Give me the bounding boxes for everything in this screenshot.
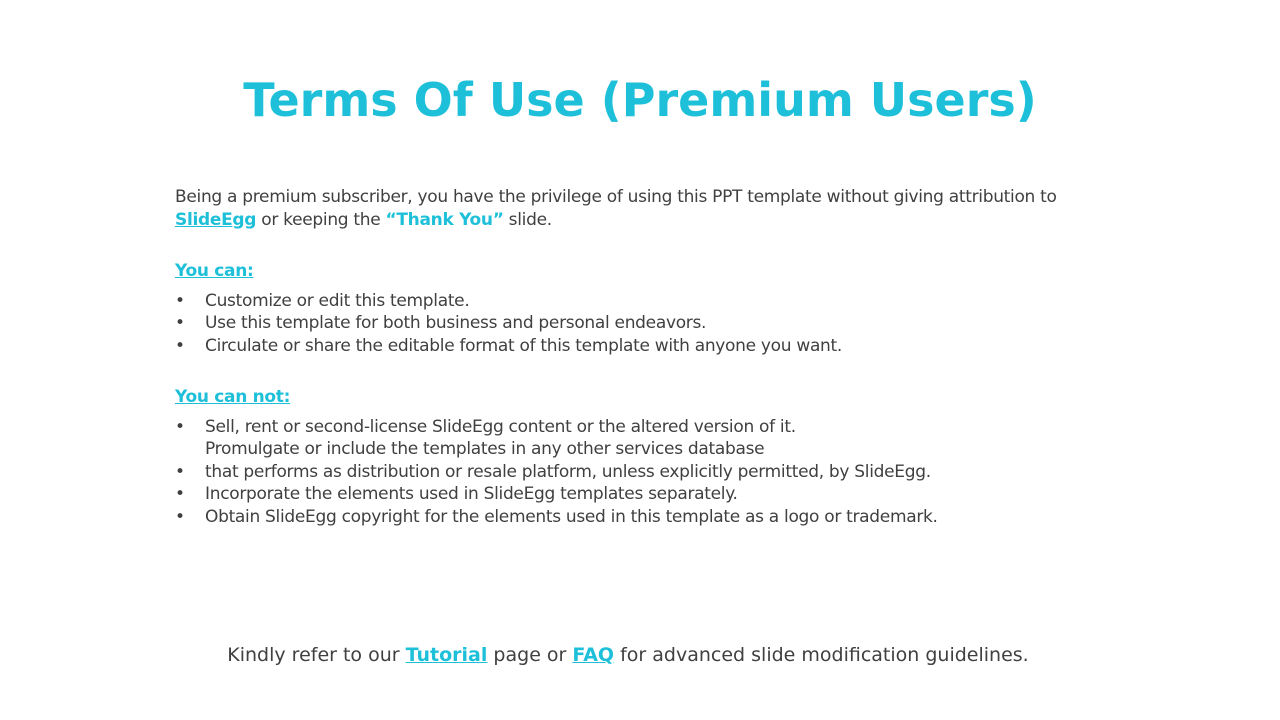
footer-text-start: Kindly refer to our xyxy=(227,644,406,666)
intro-text-end: slide. xyxy=(503,209,552,230)
list-item-text: Customize or edit this template. xyxy=(205,290,470,311)
list-item-text: Obtain SlideEgg copyright for the elements used in this template as a logo or trademark. xyxy=(205,506,938,527)
faq-link[interactable]: FAQ xyxy=(572,644,615,666)
you-can-not-heading: You can not: xyxy=(175,387,291,407)
list-item-text: Circulate or share the editable format of this template with anyone you want. xyxy=(205,335,843,356)
list-item-text: that performs as distribution or resale platform, unless explicitly permitted, by SlideEgg. xyxy=(205,461,931,482)
list-item-text: Incorporate the elements used in SlideEgg templates separately. xyxy=(205,484,738,504)
list-item-text: Promulgate or include the templates in any other services database xyxy=(205,439,765,459)
list-item xyxy=(175,438,1135,461)
you-can-not-list xyxy=(175,416,1135,529)
thank-you-highlight: “Thank You” xyxy=(385,209,504,230)
list-item xyxy=(175,461,1135,484)
list-item xyxy=(175,506,1135,529)
page-title: Terms Of Use (Premium Users) xyxy=(243,73,1037,127)
list-item xyxy=(175,290,1135,313)
bullet-icon: • xyxy=(175,506,185,527)
list-item xyxy=(175,335,1135,358)
footer-text-middle: page or xyxy=(487,644,573,666)
intro-text-start: Being a premium subscriber, you have the privilege of using this PPT template without giving attribution to xyxy=(175,187,1057,207)
bullet-icon: • xyxy=(175,313,185,333)
footer-text-end: for advanced slide modification guidelines. xyxy=(614,644,1029,666)
slideegg-link[interactable]: SlideEgg xyxy=(175,209,257,230)
bullet-icon: • xyxy=(175,335,185,356)
list-item xyxy=(175,483,1135,506)
list-item xyxy=(175,416,1135,439)
tutorial-link[interactable]: Tutorial xyxy=(405,644,488,666)
intro-text-middle: or keeping the xyxy=(256,209,386,230)
list-item xyxy=(175,312,1135,335)
you-can-heading: You can: xyxy=(175,261,254,281)
intro-paragraph xyxy=(175,186,1135,231)
footer-note xyxy=(0,641,1268,669)
bullet-icon: • xyxy=(175,461,185,482)
bullet-icon: • xyxy=(175,416,185,437)
bullet-icon: • xyxy=(175,484,185,504)
terms-content xyxy=(175,186,1135,528)
list-item-text: Sell, rent or second-license SlideEgg content or the altered version of it. xyxy=(205,416,796,437)
you-can-list xyxy=(175,290,1135,358)
list-item-text: Use this template for both business and personal endeavors. xyxy=(205,313,707,333)
bullet-icon: • xyxy=(175,290,185,311)
